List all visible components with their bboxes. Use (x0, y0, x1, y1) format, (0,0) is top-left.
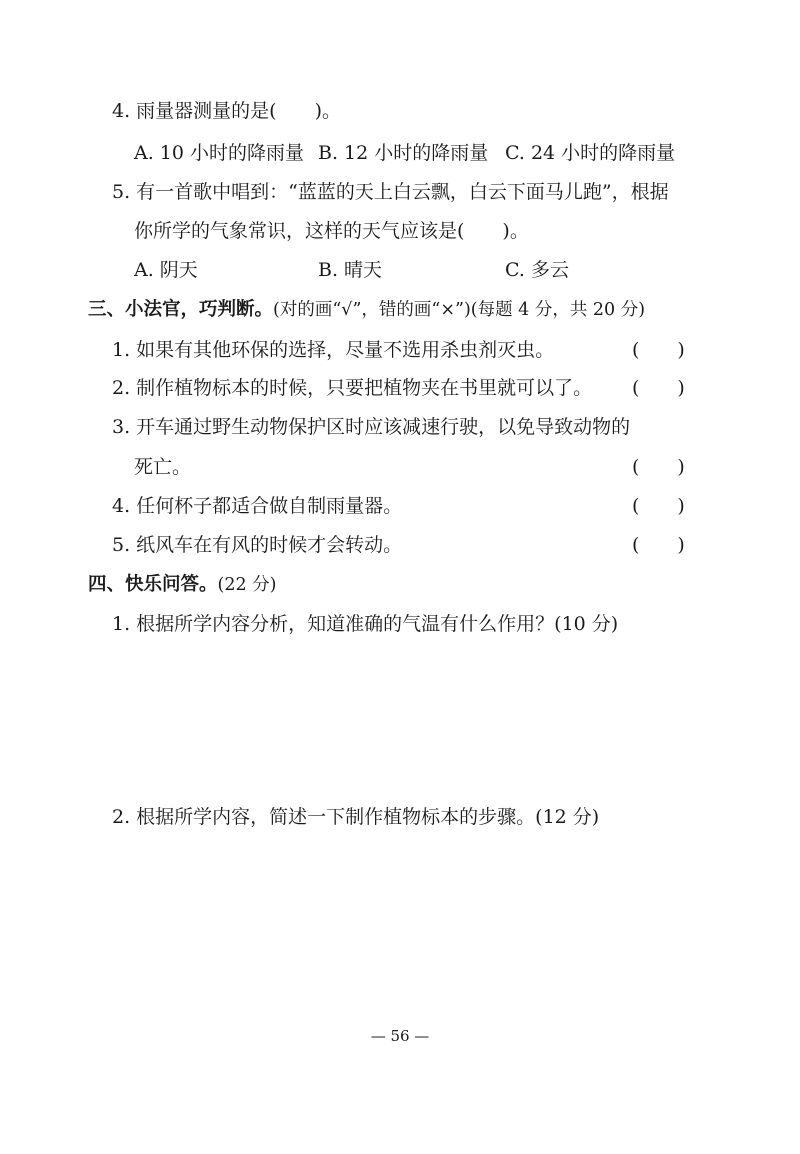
answer-question-1: 1. 根据所学内容分析，知道准确的气温有什么作用？(10 分) (112, 613, 619, 635)
question-4-option-a: A. 10 小时的降雨量 (134, 142, 305, 164)
section-3-title: 三、小法官，巧判断。 (88, 299, 274, 320)
judge-item-5: 5. 纸风车在有风的时候才会转动。 (112, 534, 403, 556)
answer-area-2[interactable] (112, 845, 702, 1005)
judge-item-3-line1: 3. 开车通过野生动物保护区时应该减速行驶，以免导致动物的 (112, 416, 631, 438)
section-4-heading (88, 573, 277, 597)
question-5-stem-line1: 5. 有一首歌中唱到：“蓝蓝的天上白云飘，白云下面马儿跑”，根据 (112, 181, 669, 203)
judge-item-1: 1. 如果有其他环保的选择，尽量不选用杀虫剂灭虫。 (112, 339, 555, 361)
answer-area-1[interactable] (112, 650, 702, 790)
answer-paren-3[interactable]: ( ) (632, 456, 685, 478)
answer-paren-1[interactable]: ( ) (632, 339, 685, 361)
question-4-option-b: B. 12 小时的降雨量 (318, 142, 489, 164)
question-4-stem: 4. 雨量器测量的是( )。 (112, 100, 341, 122)
answer-paren-4[interactable]: ( ) (632, 495, 685, 517)
question-5-option-b: B. 晴天 (318, 259, 383, 281)
section-3-heading (88, 298, 645, 322)
answer-paren-2[interactable]: ( ) (632, 377, 685, 399)
question-5-option-a: A. 阴天 (134, 259, 198, 281)
section-4-title: 四、快乐问答。 (88, 574, 218, 595)
section-4-score: (22 分) (217, 575, 277, 595)
question-5-option-c: C. 多云 (505, 259, 569, 281)
judge-item-3-line2: 死亡。 (134, 456, 192, 478)
page-number: — 56 — (370, 1027, 430, 1045)
section-3-instructions: (对的画“√”，错的画“×”)(每题 4 分，共 20 分) (273, 300, 646, 320)
answer-paren-5[interactable]: ( ) (632, 534, 685, 556)
question-5-stem-line2: 你所学的气象常识，这样的天气应该是( )。 (134, 220, 529, 242)
judge-item-4: 4. 任何杯子都适合做自制雨量器。 (112, 495, 403, 517)
judge-item-2: 2. 制作植物标本的时候，只要把植物夹在书里就可以了。 (112, 377, 593, 399)
question-4-option-c: C. 24 小时的降雨量 (505, 142, 676, 164)
answer-question-2: 2. 根据所学内容，简述一下制作植物标本的步骤。(12 分) (112, 806, 600, 828)
